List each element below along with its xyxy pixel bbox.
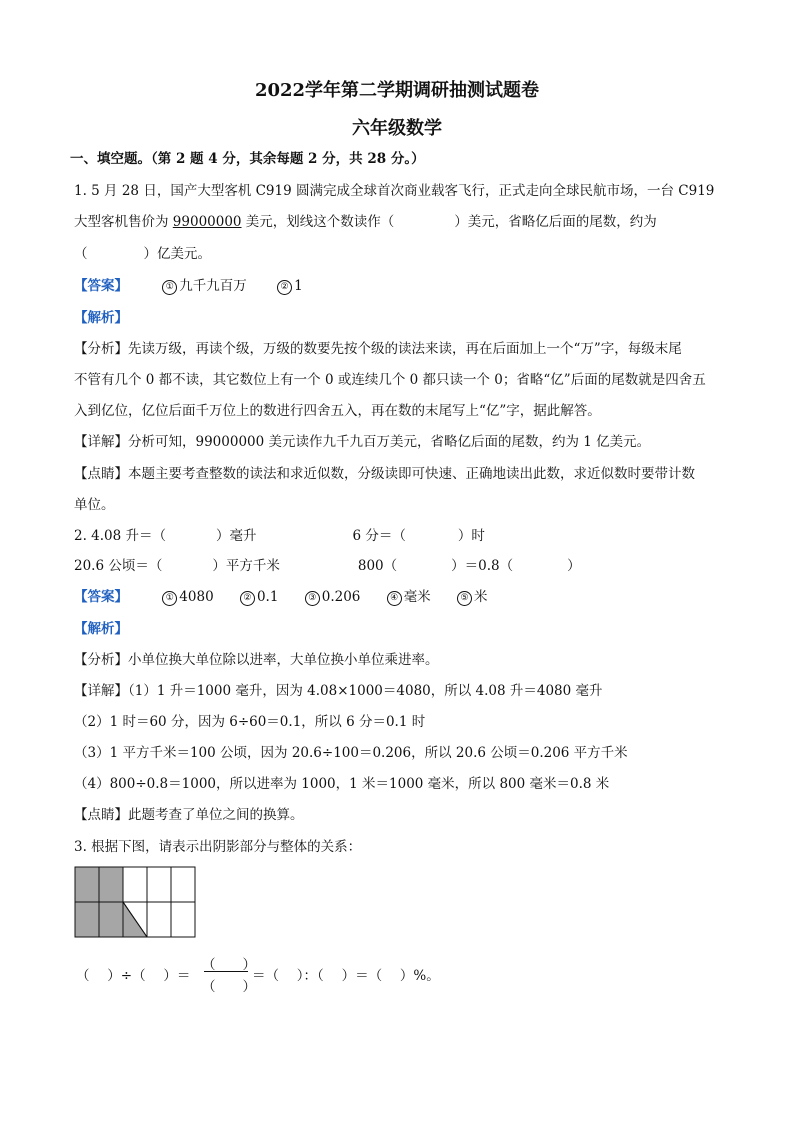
exam-subtitle: 六年级数学	[352, 118, 442, 139]
q2-step-1	[74, 682, 603, 700]
q2-text: ）时	[457, 528, 485, 544]
q1-text: 大型客机售价为	[74, 214, 173, 230]
q2-fenxi	[74, 651, 439, 669]
q2-text: ）＝0.8（	[451, 558, 514, 574]
dianjing-label: 【点睛】	[74, 466, 128, 482]
q2-answer-row	[74, 588, 487, 606]
analysis-label: 【解析】	[74, 621, 128, 637]
answer-label: 【答案】	[74, 278, 128, 294]
circled-number: ②	[277, 280, 292, 295]
q1-dianjing-text: 本题主要考查整数的读法和求近似数，分级读即可快速、正确地读出此数，求近似数时要带计数	[128, 466, 695, 482]
q2-step-4: （4）800÷0.8＝1000，所以进率为 1000，1 米＝1000 毫米，所以 800 毫米＝0.8 米	[74, 776, 610, 792]
circled-number: ②	[240, 591, 255, 606]
grid-cell	[75, 867, 99, 902]
q2-text: 800（	[357, 558, 398, 574]
q2-step-3: （3）1 平方千米＝100 公顷，因为 20.6÷100＝0.206，所以 20.6 公顷＝0.206 平方千米	[74, 745, 628, 761]
circled-number: ①	[162, 591, 177, 606]
circled-number: ③	[305, 591, 320, 606]
q2-step-2: （2）1 时＝60 分，因为 6÷60＝0.1，所以 6 分＝0.1 时	[74, 714, 426, 730]
q1-answer-row	[74, 277, 303, 295]
q1-answer-1: 九千九百万	[179, 278, 247, 294]
q3-prompt: 3. 根据下图，请表示出阴影部分与整体的关系：	[74, 839, 362, 855]
q2-answer-3: 0.206	[321, 589, 361, 605]
q3-fraction	[202, 953, 256, 995]
q3-expr-left: （ ）÷（ ）＝	[76, 968, 191, 984]
fraction-bar	[204, 971, 248, 972]
q1-text: 美元，划线这个数读作（	[241, 214, 395, 230]
q2-row-2	[74, 557, 581, 575]
grid-cell	[99, 902, 123, 937]
q3-expr-right: ＝（ ）：（ ）＝（ ）%。	[252, 968, 440, 984]
dianjing-label: 【点睛】	[74, 807, 128, 823]
xiangjie-label: 【详解】	[74, 683, 128, 699]
circled-number: ⑤	[457, 591, 472, 606]
q1-text: （	[74, 246, 88, 262]
q2-row-1	[74, 527, 485, 545]
circled-number: ④	[387, 591, 402, 606]
q2-answer-4: 毫米	[403, 589, 431, 605]
q1-xiangjie	[74, 433, 650, 451]
q1-dianjing-1	[74, 465, 695, 483]
section-heading: 一、填空题。（第 2 题 4 分，其余每题 2 分，共 28 分。）	[70, 151, 425, 167]
q1-fenxi-2: 不管有几个 0 都不读，其它数位上有一个 0 或连续几个 0 都只读一个 0；省略“亿”后面的尾数就是四舍五	[74, 372, 706, 388]
q2-dianjing	[74, 806, 304, 824]
fraction-numerator: （ ）	[202, 957, 256, 973]
q1-line-2	[74, 213, 657, 231]
q2-dianjing-text: 此题考查了单位之间的换算。	[128, 807, 304, 823]
q2-step-text: （1）1 升＝1000 毫升，因为 4.08×1000＝4080，所以 4.08 升＝4080 毫升	[128, 683, 603, 699]
grid-cell	[147, 902, 171, 937]
q1-dianjing-2: 单位。	[74, 497, 115, 513]
q1-underlined-number: 99000000	[172, 214, 242, 230]
q2-text: 6 分＝（	[352, 528, 406, 544]
q1-text: ）美元，省略亿后面的尾数，约为	[454, 214, 657, 230]
q2-text: 20.6 公顷＝（	[74, 558, 163, 574]
q2-text: 2. 4.08 升＝（	[74, 528, 167, 544]
q2-text: ）平方千米	[212, 558, 280, 574]
grid-cell	[99, 867, 123, 902]
grid-cell	[171, 902, 195, 937]
analysis-label: 【解析】	[74, 310, 128, 326]
q2-text: ）毫升	[216, 528, 257, 544]
fenxi-label: 【分析】	[74, 341, 128, 357]
q2-answer-5: 米	[473, 589, 488, 605]
fraction-denominator: （ ）	[202, 979, 256, 995]
xiangjie-label: 【详解】	[74, 434, 128, 450]
q1-xiangjie-text: 分析可知，99000000 美元读作九千九百万美元，省略亿后面的尾数，约为 1 亿美元。	[128, 434, 651, 450]
q2-answer-1: 4080	[179, 589, 214, 605]
q1-text: ）亿美元。	[143, 246, 211, 262]
grid-cell	[75, 902, 99, 937]
q1-line-1: 1. 5 月 28 日，国产大型客机 C919 圆满完成全球首次商业载客飞行，正式走向全球民航市场，一台 C919	[74, 183, 715, 199]
q2-answer-2: 0.1	[256, 589, 279, 605]
grid-cell	[171, 867, 195, 902]
q1-line-3	[74, 245, 211, 263]
fenxi-label: 【分析】	[74, 652, 128, 668]
circled-number: ①	[162, 280, 177, 295]
q1-answer-2: 1	[294, 278, 303, 294]
grid-cells	[75, 867, 195, 937]
answer-label: 【答案】	[74, 589, 128, 605]
shaded-grid-figure	[74, 866, 198, 940]
grid-cell	[147, 867, 171, 902]
grid-cell	[123, 867, 147, 902]
q1-fenxi-text: 先读万级，再读个级，万级的数要先按个级的读法来读，再在后面加上一个“万”字，每级末尾	[128, 341, 682, 357]
exam-title: 2022学年第二学期调研抽测试题卷	[254, 80, 540, 101]
q2-fenxi-text: 小单位换大单位除以进率，大单位换小单位乘进率。	[128, 652, 439, 668]
q1-fenxi-3: 入到亿位，亿位后面千万位上的数进行四舍五入，再在数的末尾写上“亿”字，据此解答。	[74, 403, 601, 419]
q1-fenxi-1	[74, 340, 682, 358]
q2-text: ）	[567, 558, 581, 574]
